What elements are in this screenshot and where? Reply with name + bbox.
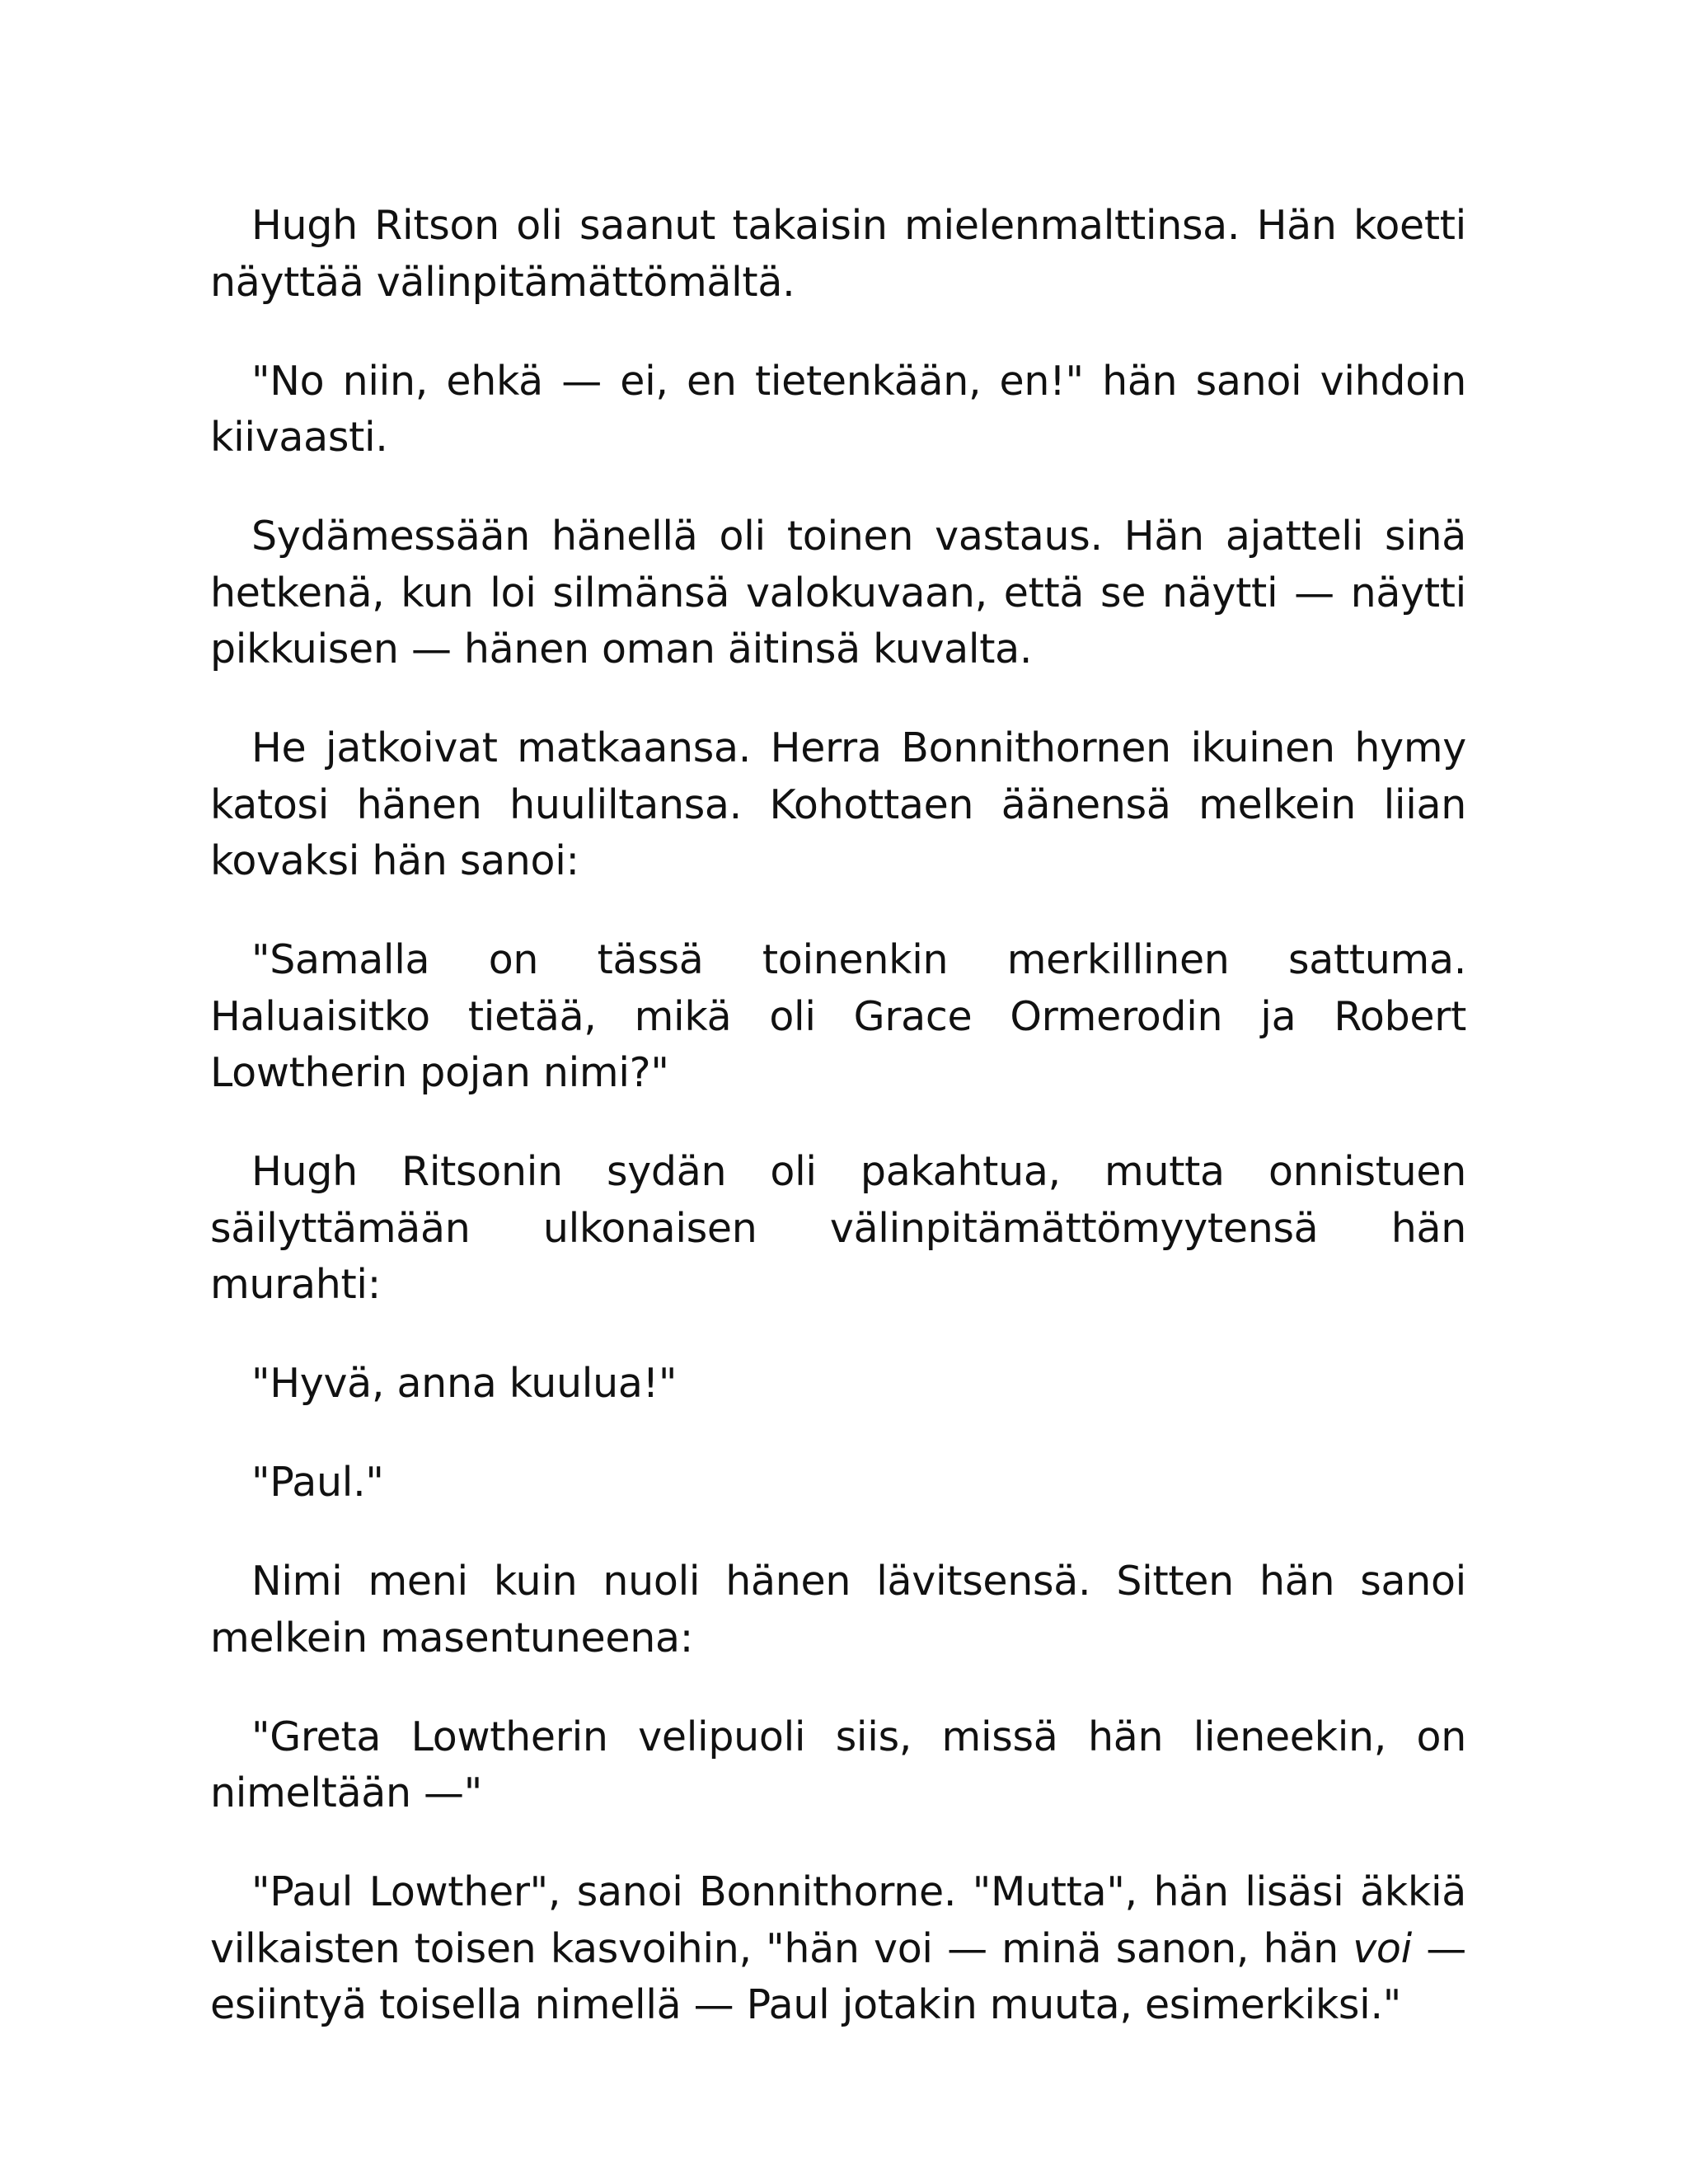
paragraph: "Hyvä, anna kuulua!" [251,1360,678,1407]
paragraph: Nimi meni kuin nuoli hänen lävitsensä. Sitten hän sanoi melkein masentuneena: [210,1558,1466,1661]
emphasis: voi [1353,1924,1412,1972]
text-column [210,198,1466,2034]
paragraph: "Greta Lowtherin velipuoli siis, missä hän lieneekin, on nimeltään —" [210,1713,1466,1816]
paragraph: "Paul." [251,1459,384,1506]
paragraph: Hugh Ritson oli saanut takaisin mielenmalttinsa. Hän koetti näyttää välinpitämättömältä. [210,202,1466,306]
paragraph: "No niin, ehkä — ei, en tietenkään, en!" hän sanoi vihdoin kiivaasti. [210,357,1466,461]
paragraph: "Paul Lowther", sanoi Bonnithorne. "Mutta", hän lisäsi äkkiä vilkaisten toisen kasvoihin, "hän voi — minä sanon, hän voi — esiintyä toisella nimellä — Paul jotakin muuta, esimerkiksi." [210,1868,1466,2028]
paragraph: Hugh Ritsonin sydän oli pakahtua, mutta onnistuen säilyttämään ulkonaisen välinpitämättömyytensä hän murahti: [210,1148,1466,1308]
paragraph: He jatkoivat matkaansa. Herra Bonnithornen ikuinen hymy katosi hänen huuliltansa. Kohottaen äänensä melkein liian kovaksi hän sanoi: [210,724,1466,884]
paragraph: Sydämessään hänellä oli toinen vastaus. Hän ajatteli sinä hetkenä, kun loi silmänsä valokuvaan, että se näytti — näytti pikkuisen — hänen oman äitinsä kuvalta. [210,513,1466,673]
paragraph: "Samalla on tässä toinenkin merkillinen sattuma. Haluaisitko tietää, mikä oli Grace Ormerodin ja Robert Lowtherin pojan nimi?" [210,936,1466,1096]
